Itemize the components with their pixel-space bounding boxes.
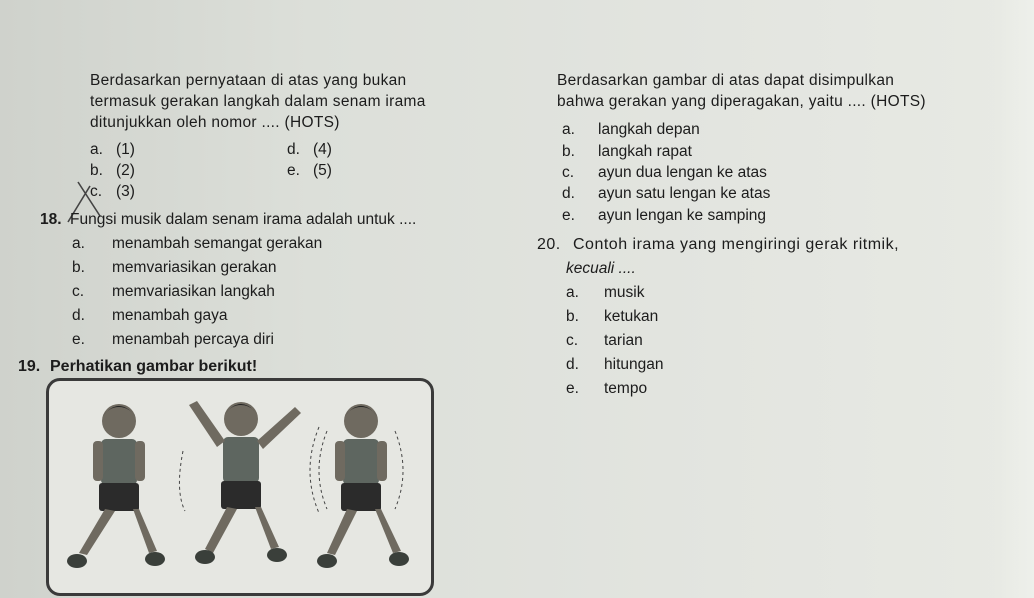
q19-option-e: e. ayun lengan ke samping bbox=[562, 207, 767, 224]
q19-cont-line-1: Berdasarkan gambar di atas dapat disimpulkan bbox=[557, 72, 895, 89]
q19-option-c: c. ayun dua lengan ke atas bbox=[562, 164, 767, 181]
q18-option-d: d. menambah gaya bbox=[72, 307, 228, 324]
q17-line-2: termasuk gerakan langkah dalam senam irama bbox=[90, 93, 426, 110]
three-children-illustration bbox=[49, 381, 431, 593]
q17-option-d: d. (4) bbox=[287, 141, 332, 158]
q19-option-d: d. ayun satu lengan ke atas bbox=[562, 185, 771, 202]
child-arms-swing bbox=[310, 404, 409, 568]
q17-stem bbox=[90, 70, 426, 133]
q19-stem: 19. Perhatikan gambar berikut! bbox=[18, 358, 258, 375]
q19-continuation bbox=[557, 70, 926, 112]
q17-option-b: b. (2) bbox=[90, 162, 135, 179]
q18-option-e: e. menambah percaya diri bbox=[72, 331, 274, 348]
page-edge-highlight bbox=[994, 0, 1034, 598]
q20-option-a: a. musik bbox=[566, 284, 645, 301]
q20-option-b: b. ketukan bbox=[566, 308, 659, 325]
q20-stem: 20. Contoh irama yang mengiringi gerak ritmik, bbox=[537, 236, 900, 253]
q19-option-a: a. langkah depan bbox=[562, 121, 700, 138]
q18-option-c: c. memvariasikan langkah bbox=[72, 283, 275, 300]
q20-stem-kecuali: kecuali .... bbox=[566, 260, 636, 277]
q18-option-a: a. menambah semangat gerakan bbox=[72, 235, 323, 252]
q19-cont-line-2: bahwa gerakan yang diperagakan, yaitu .... (HOTS) bbox=[557, 93, 926, 110]
q19-option-b: b. langkah rapat bbox=[562, 143, 692, 160]
child-arms-down bbox=[67, 404, 165, 568]
q17-line-3: ditunjukkan oleh nomor .... (HOTS) bbox=[90, 114, 340, 131]
q17-option-c: c. (3) bbox=[90, 183, 135, 200]
q20-option-e: e. tempo bbox=[566, 380, 648, 397]
q20-option-d: d. hitungan bbox=[566, 356, 664, 373]
q18-option-b: b. memvariasikan gerakan bbox=[72, 259, 277, 276]
q18-stem: 18. Fungsi musik dalam senam irama adalah untuk .... bbox=[40, 211, 417, 228]
child-arms-up bbox=[179, 401, 301, 564]
q17-line-1: Berdasarkan pernyataan di atas yang bukan bbox=[90, 72, 407, 89]
q17-option-e: e. (5) bbox=[287, 162, 332, 179]
q17-option-a: a. (1) bbox=[90, 141, 135, 158]
q20-option-c: c. tarian bbox=[566, 332, 643, 349]
exercise-figure bbox=[46, 378, 434, 596]
